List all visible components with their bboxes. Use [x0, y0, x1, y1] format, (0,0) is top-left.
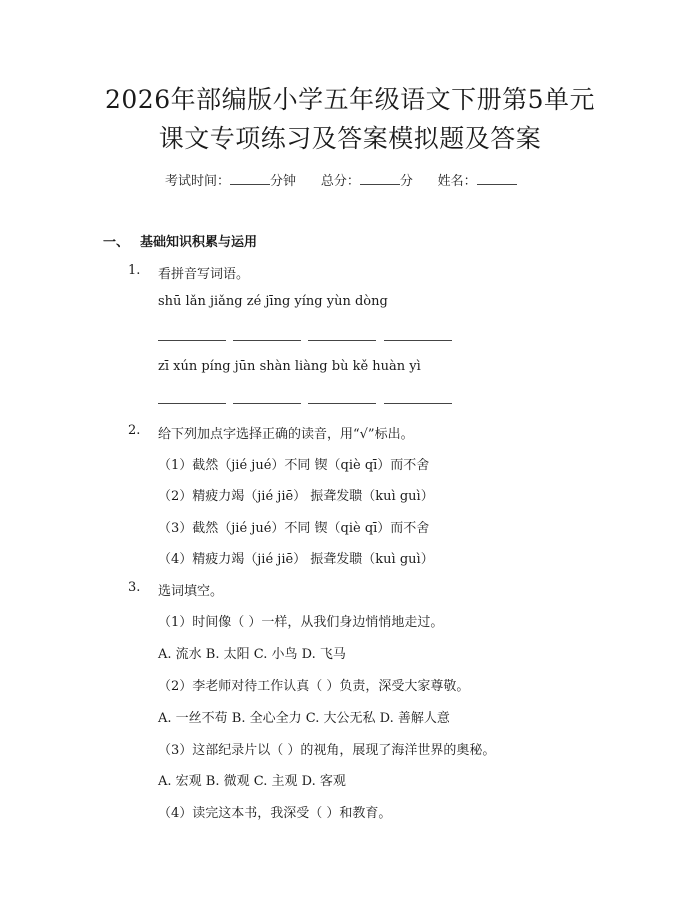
answer-blank[interactable]	[308, 403, 376, 404]
answer-blank[interactable]	[308, 340, 376, 341]
section-title: 基础知识积累与运用	[140, 235, 258, 250]
time-unit: 分钟	[270, 174, 297, 189]
pinyin-row-2: zī xún píng jūn shàn liàng bù kě huàn yì	[158, 359, 421, 374]
document-title-line1: 2026年部编版小学五年级语文下册第5单元	[104, 85, 596, 114]
question-number: 1.	[128, 263, 141, 278]
name-label: 姓名：	[437, 174, 477, 189]
reading-item: （3）截然（jié jué）不同 锲（qiè qī）而不舍	[158, 521, 430, 536]
sentence-item: （4）读完这本书，我深受（ ）和教育。	[158, 806, 392, 821]
question-number: 3.	[128, 580, 141, 595]
options-line: A. 一丝不苟 B. 全心全力 C. 大公无私 D. 善解人意	[158, 711, 450, 726]
time-label: 考试时间：	[165, 174, 231, 189]
question-prompt: 看拼音写词语。	[158, 267, 250, 282]
answer-blank[interactable]	[384, 340, 452, 341]
document-title-line2: 课文专项练习及答案模拟题及答案	[158, 124, 542, 153]
section-number: 一、	[103, 235, 130, 250]
reading-item: （4）精疲力竭（jié jiē） 振聋发聩（kuì guì）	[158, 552, 434, 567]
question-prompt: 选词填空。	[158, 584, 224, 599]
reading-item: （1）截然（jié jué）不同 锲（qiè qī）而不舍	[158, 458, 430, 473]
sentence-item: （1）时间像（ ）一样，从我们身边悄悄地走过。	[158, 615, 444, 630]
answer-blank[interactable]	[384, 403, 452, 404]
question-prompt: 给下列加点字选择正确的读音，用“√”标出。	[158, 427, 414, 442]
reading-item: （2）精疲力竭（jié jiē） 振聋发聩（kuì guì）	[158, 489, 434, 504]
sentence-item: （2）李老师对待工作认真（ ）负责，深受大家尊敬。	[158, 679, 470, 694]
score-label: 总分：	[320, 174, 360, 189]
score-blank	[360, 173, 400, 185]
answer-blank[interactable]	[233, 403, 301, 404]
section-heading	[103, 231, 257, 250]
exam-meta	[165, 170, 517, 189]
sentence-item: （3）这部纪录片以（ ）的视角，展现了海洋世界的奥秘。	[158, 743, 496, 758]
name-blank	[477, 173, 517, 185]
score-unit: 分	[399, 174, 413, 189]
time-blank	[230, 173, 270, 185]
answer-blank[interactable]	[233, 340, 301, 341]
question-number: 2.	[128, 423, 141, 438]
options-line: A. 宏观 B. 微观 C. 主观 D. 客观	[158, 774, 346, 789]
options-line: A. 流水 B. 太阳 C. 小鸟 D. 飞马	[158, 647, 346, 662]
answer-blank[interactable]	[158, 340, 226, 341]
answer-blank[interactable]	[158, 403, 226, 404]
pinyin-row-1: shū lǎn jiǎng zé jīng yíng yùn dòng	[158, 294, 388, 309]
